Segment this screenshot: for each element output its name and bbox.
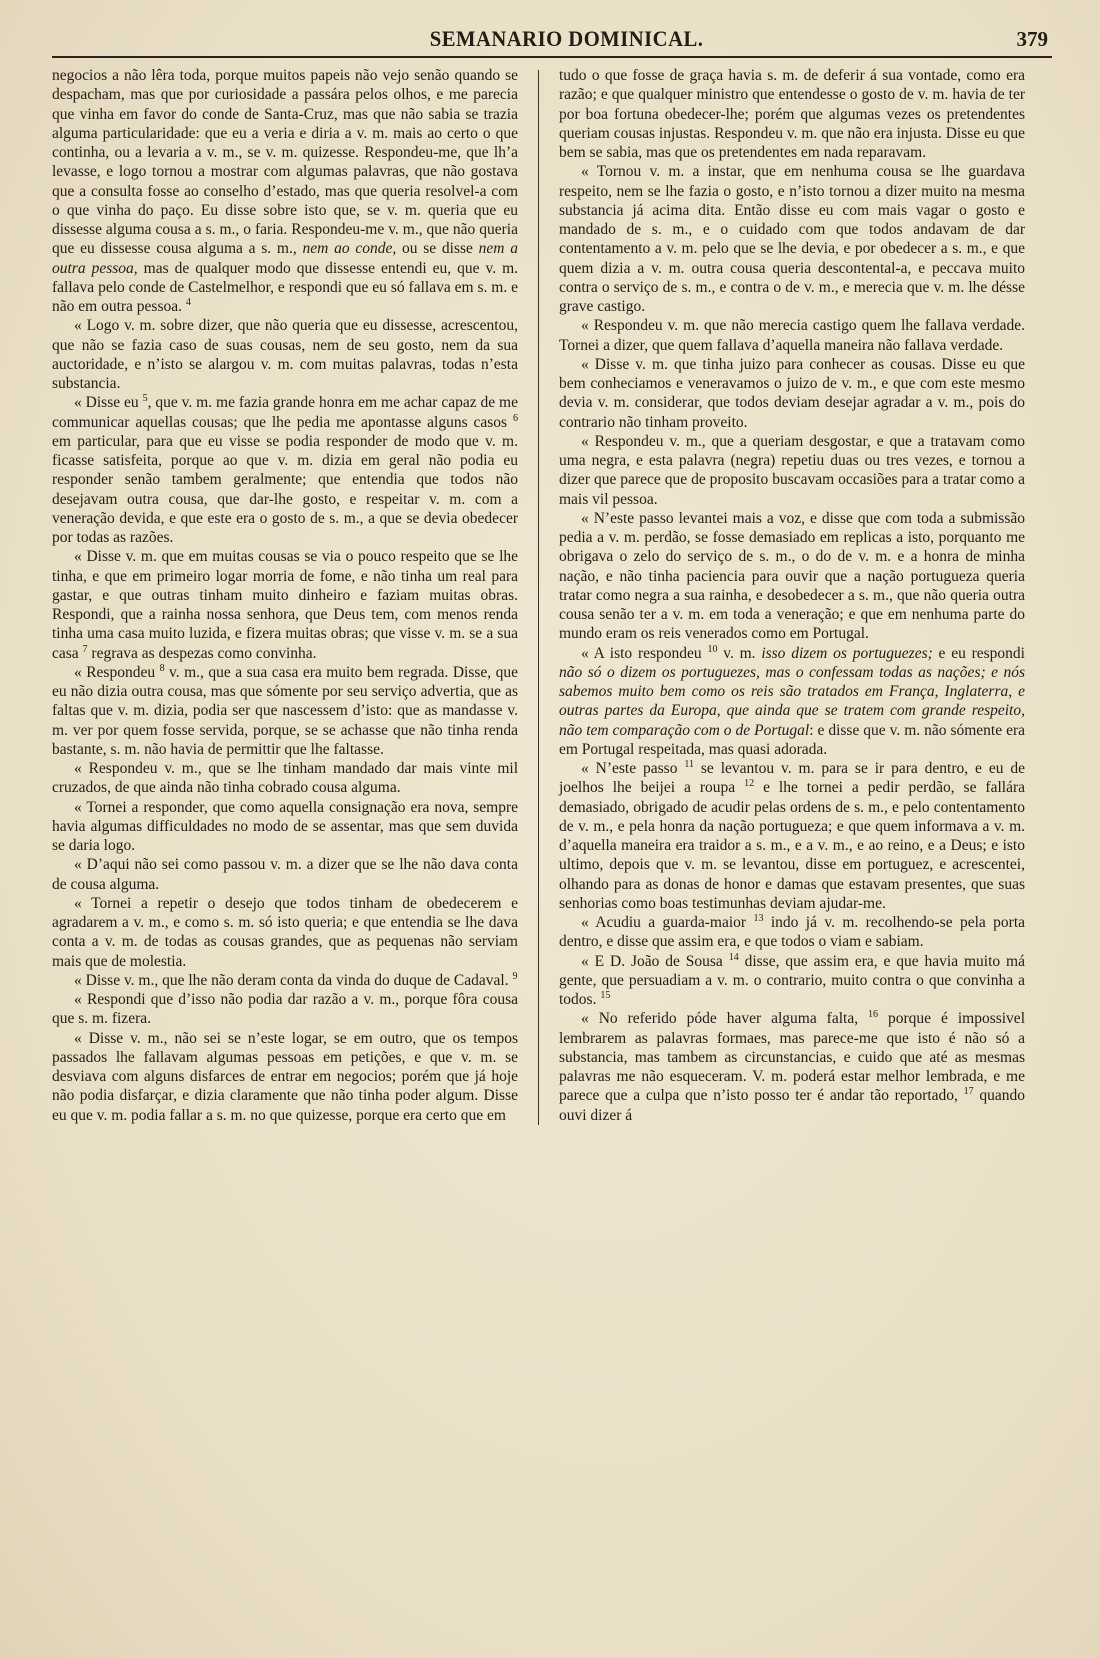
text-run: « Respondeu: [74, 663, 160, 681]
right-column: [547, 66, 1025, 1125]
text-run: « E D. João de Sousa: [581, 952, 729, 970]
text-run: « Tornou v. m. a instar, que em nenhuma cousa se lhe guardava respeito, nem se lhe fazia o gosto, e n’isto tornou a dizer muito na mesma substancia já acima dita. Então disse eu com mais vagar o gosto e mandado de s. m., e o cuidado com que todos andavam de dar contentamento a v. m. pelo que se lhe devia, e por obedecer a s. m., e que quem dizia a v. m. outra cousa queria descontental-a, e peccava muito contra o serviço de s. m., e contra o de v. m., e merecia que v. m. lhe désse grave castigo.: [559, 163, 1025, 315]
paragraph: [52, 547, 518, 663]
footnote-marker: 16: [868, 1009, 879, 1021]
text-run: « Disse v. m., que lhe não deram conta da vinda do duque de Cadaval.: [74, 971, 513, 989]
italic-text: nem ao conde,: [302, 240, 397, 258]
text-run: se levantou v. m. para se ir para dentro, e eu de joelhos lhe beijei a roupa: [559, 760, 1025, 797]
text-run: « Disse eu: [74, 394, 143, 412]
text-run: v. m.: [717, 644, 762, 662]
text-run: « Respondeu v. m., que a queriam desgostar, e que a tratavam como uma negra, e esta palavra (negra) repetiu duas ou tres vezes, e tornou a dizer que parece que de proposito buscavam occasiões para a tratar como a mais vil pessoa.: [559, 432, 1025, 508]
text-run: negocios a não lêra toda, porque muitos papeis não vejo senão quando se despacham, mas que por curiosidade a passára pelos olhos, e me parecia que vinha em favor do conde de Santa-Cruz, mas que não sabia se trazia alguma particularidade: que eu a veria e diria a v. m. mais ao certo o que continha, ou a levaria a v. m., se v. m. quizesse. Respondeu-me, que lh’a levasse, e logo tornou a mostrar com algumas palavras, que não gostava que a consulta fosse ao conselho d’estado, mas que queria resolvel-a com o que vinha do paço. Eu disse sobre isto que, se v. m. queria que eu dissesse alguma cousa a s. m., o faria. Respondeu-me v. m., que não queria que eu dissesse cousa alguma a s. m.,: [52, 67, 518, 258]
text-run: « A isto respondeu: [581, 644, 708, 662]
paragraph: [52, 990, 518, 1029]
text-run: indo já v. m. recolhendo-se pela porta dentro, e disse que assim era, e que todos o viam e sabiam.: [559, 914, 1026, 951]
text-columns: [52, 66, 1052, 1125]
italic-text: nem a outra pessoa,: [52, 240, 518, 277]
italic-text: não só o dizem os portuguezes, mas o confessam todas as nações; e nós sabemos muito bem como os reis são tratados em França, Inglaterra, e outras partes da Europa, que ainda que se tratem com grande respeito, não tem comparação com o de Portugal: [559, 663, 1025, 739]
text-run: « Disse v. m., não sei se n’este logar, se em outro, que os tempos passados lhe fallavam algumas pessoas em petições, e que v. m. se desviava com alguns disfarces de entrar em negocios; porém que já hoje não podia disfarçar, e dizia claramente que não tinha poder algum. Disse eu que v. m. podia fallar a s. m. no que quizesse, porque era certo que em: [52, 1029, 518, 1124]
paragraph: [559, 66, 1025, 162]
text-run: « Respondeu v. m. que não merecia castigo quem lhe fallava verdade. Tornei a dizer, que quem fallava d’aquella maneira não fallava verdade.: [559, 317, 1025, 354]
text-run: « Tornei a responder, que como aquella consignação era nova, sempre havia algumas difficuldades no modo de se assentar, mas que sem duvida se daria logo.: [52, 798, 518, 854]
text-run: « Disse v. m. que tinha juizo para conhecer as cousas. Disse eu que bem conheciamos e veneravamos o juizo de v. m., e que com este mesmo devia v. m. considerar, que todos deviam desejar agradar a v. m., pois do contrario não tinham proveito.: [559, 355, 1025, 431]
footnote-marker: 10: [707, 643, 718, 655]
footnote-marker: 5: [142, 393, 148, 405]
paragraph: [559, 355, 1025, 432]
page-number: 379: [1016, 27, 1048, 51]
paragraph: [52, 759, 518, 798]
paragraph: [559, 162, 1025, 316]
text-run: regrava as despezas como convinha.: [87, 644, 317, 662]
paragraph: [559, 913, 1025, 952]
footnote-marker: 14: [728, 951, 739, 963]
running-title: SEMANARIO DOMINICAL.: [429, 26, 704, 51]
text-run: « Acudiu a guarda-maior: [581, 914, 754, 931]
footnote-marker: 4: [185, 296, 191, 308]
footnote-marker: 7: [82, 643, 88, 655]
text-run: « N’este passo levantei mais a voz, e disse que com toda a submissão pedia a v. m. perdão, se fosse demasiado em replicas a isto, porquanto me obrigava o zelo do serviço de s. m., o do de v. m. e a honra de minha nação, e não tinha paciencia para ouvir que a nação portugueza queria tratar como negra a sua rainha, e desobedecer a s. m., que não queria outra cousa senão ter a v. m. em toda a veneração; e que em nenhuma parte do mundo eram os reis venerados como em Portugal.: [559, 509, 1025, 643]
text-run: , que v. m. me fazia grande honra em me achar capaz de me communicar aquellas cousas; que lhe pedia me apontasse alguns casos: [52, 394, 518, 431]
paragraph: [559, 316, 1025, 355]
text-run: « No referido póde haver alguma falta,: [581, 1010, 869, 1028]
paragraph: [52, 66, 518, 316]
footnote-marker: 12: [744, 778, 755, 790]
text-run: e lhe tornei a pedir perdão, se fallára demasiado, obrigado de acudir pelas ordens de s. m., e pelo contentamento de v. m., e pela honra da nação portugueza; e que quem informava a v. m. d’aquella maneira era traidor a s. m., e a v. m., e ao reino, e a Deus; e isto ultimo, depois que v. m. se levantou, disse em portuguez, e acrescentei, olhando para as donas de honor e damas que estavam presentes, que suas senhorias como boas testimunhas deviam ajudar-me.: [559, 779, 1026, 912]
paragraph: [559, 432, 1025, 509]
paragraph: [559, 509, 1025, 644]
text-run: « Respondeu v. m., que se lhe tinham mandado dar mais vinte mil cruzados, de que ainda não tinha cobrado cousa alguma.: [52, 760, 518, 797]
text-run: e eu respondi: [932, 644, 1025, 662]
footnote-marker: 6: [513, 412, 518, 424]
paragraph: [52, 663, 518, 759]
paragraph: [559, 952, 1025, 1010]
footnote-marker: 9: [512, 970, 518, 982]
paragraph: [52, 971, 518, 990]
paragraph: [559, 759, 1025, 913]
paragraph: [52, 894, 518, 971]
footnote-marker: 11: [684, 758, 694, 770]
text-run: « D’aqui não sei como passou v. m. a dizer que se lhe não dava conta de cousa alguma.: [52, 856, 518, 893]
footnote-marker: 8: [159, 662, 165, 674]
page-header: [52, 26, 1052, 58]
paragraph: [52, 316, 518, 393]
text-run: mas de qualquer modo que dissesse entendi eu, que v. m. fallava pelo conde de Castelmelhor, e respondi que eu só fallava em s. m. e não em outra pessoa.: [52, 259, 518, 315]
footnote-marker: 15: [600, 989, 611, 1001]
column-rule: [538, 70, 539, 1125]
paragraph: [559, 644, 1025, 760]
footnote-marker: 17: [963, 1086, 974, 1098]
text-run: disse, que assim era, e que havia muito má gente, que persuadiam a v. m. o contrario, muito contra o que convinha a todos.: [559, 952, 1025, 1008]
text-run: « Respondi que d’isso não podia dar razão a v. m., porque fôra cousa que s. m. fizera.: [52, 991, 518, 1028]
text-run: v. m., que a sua casa era muito bem regrada. Disse, que eu não dizia outra cousa, mas que sómente por seu serviço advertia, que as faltas que v. m. dizia, podia ser que nascessem d’isto: que as mandasse v. m. ver por quem fosse servida, porque, se se achasse que não tinha renda bastante, s. m. não havia de permittir que lhe faltasse.: [52, 663, 519, 758]
text-run: « N’este passo: [581, 760, 685, 777]
text-run: : e disse que v. m. não sómente era em Portugal respeitada, mas quasi adorada.: [559, 721, 1025, 758]
text-run: porque é impossivel lembrarem as palavras formaes, mas parece-me que isto é não só a substancia, mas tambem as circunstancias, e cuido que até as mesmas palavras me não esqueceram. V. m. poderá estar melhor lembrada, e me parece que a culpa que n’isto posso ter é andar tão reportado,: [559, 1010, 1025, 1105]
text-run: tudo o que fosse de graça havia s. m. de deferir á sua vontade, como era razão; e que qualquer ministro que entendesse o gosto de v. m. havia de ter por boa fortuna obedecer-lhe; porém que algumas vezes os pretendentes queriam cousas injustas. Respondeu v. m. que não era injusta. Disse eu que bem se sabia, mas que os pretendentes em nada reparavam.: [559, 67, 1025, 161]
text-run: « Tornei a repetir o desejo que todos tinham de obedecerem e agradarem a v. m., e como s. m. só isto queria; e que entendia se lhe dava conta a v. m. de todas as cousas grandes, que as pequenas não serviam mais que de molestia.: [52, 894, 518, 970]
italic-text: isso dizem os portuguezes;: [761, 644, 933, 662]
paragraph: [52, 1029, 518, 1125]
text-run: quando ouvi dizer á: [559, 1087, 1025, 1124]
text-run: « Disse v. m. que em muitas cousas se via o pouco respeito que se lhe tinha, e que em primeiro logar morria de fome, e não tinha um real para gastar, e que outras tinham muito dinheiro e faziam muitas obras. Respondi, que a rainha nossa senhora, que Deus tem, com menos renda tinha uma casa muito luzida, e fizera muitas obras; que visse v. m. se a sua casa: [52, 548, 518, 662]
paragraph: [559, 1009, 1025, 1125]
paragraph: [52, 798, 518, 856]
left-column: [52, 66, 530, 1125]
text-run: « Logo v. m. sobre dizer, que não queria que eu dissesse, acrescentou, que não se fazia caso de suas cousas, nem de seu gosto, nem da sua auctoridade, e n’isto se alargou v. m. com muitas palavras, todas n’esta substancia.: [52, 317, 518, 392]
footnote-marker: 13: [753, 912, 764, 924]
text-run: ou se disse: [396, 240, 479, 258]
paragraph: [52, 855, 518, 894]
text-run: em particular, para que eu visse se podia responder de modo que v. m. ficasse satisfeita, porque ao que v. m. dizia em geral não podia eu responder senão tambem geralmente; que entendia que todos não desejavam outra cousa, que dar-lhe gosto, e respeitar v. m. com a veneração devida, e que este era o gosto de s. m., a que se devia obedecer por todas as razões.: [52, 432, 518, 546]
paragraph: [52, 393, 518, 547]
